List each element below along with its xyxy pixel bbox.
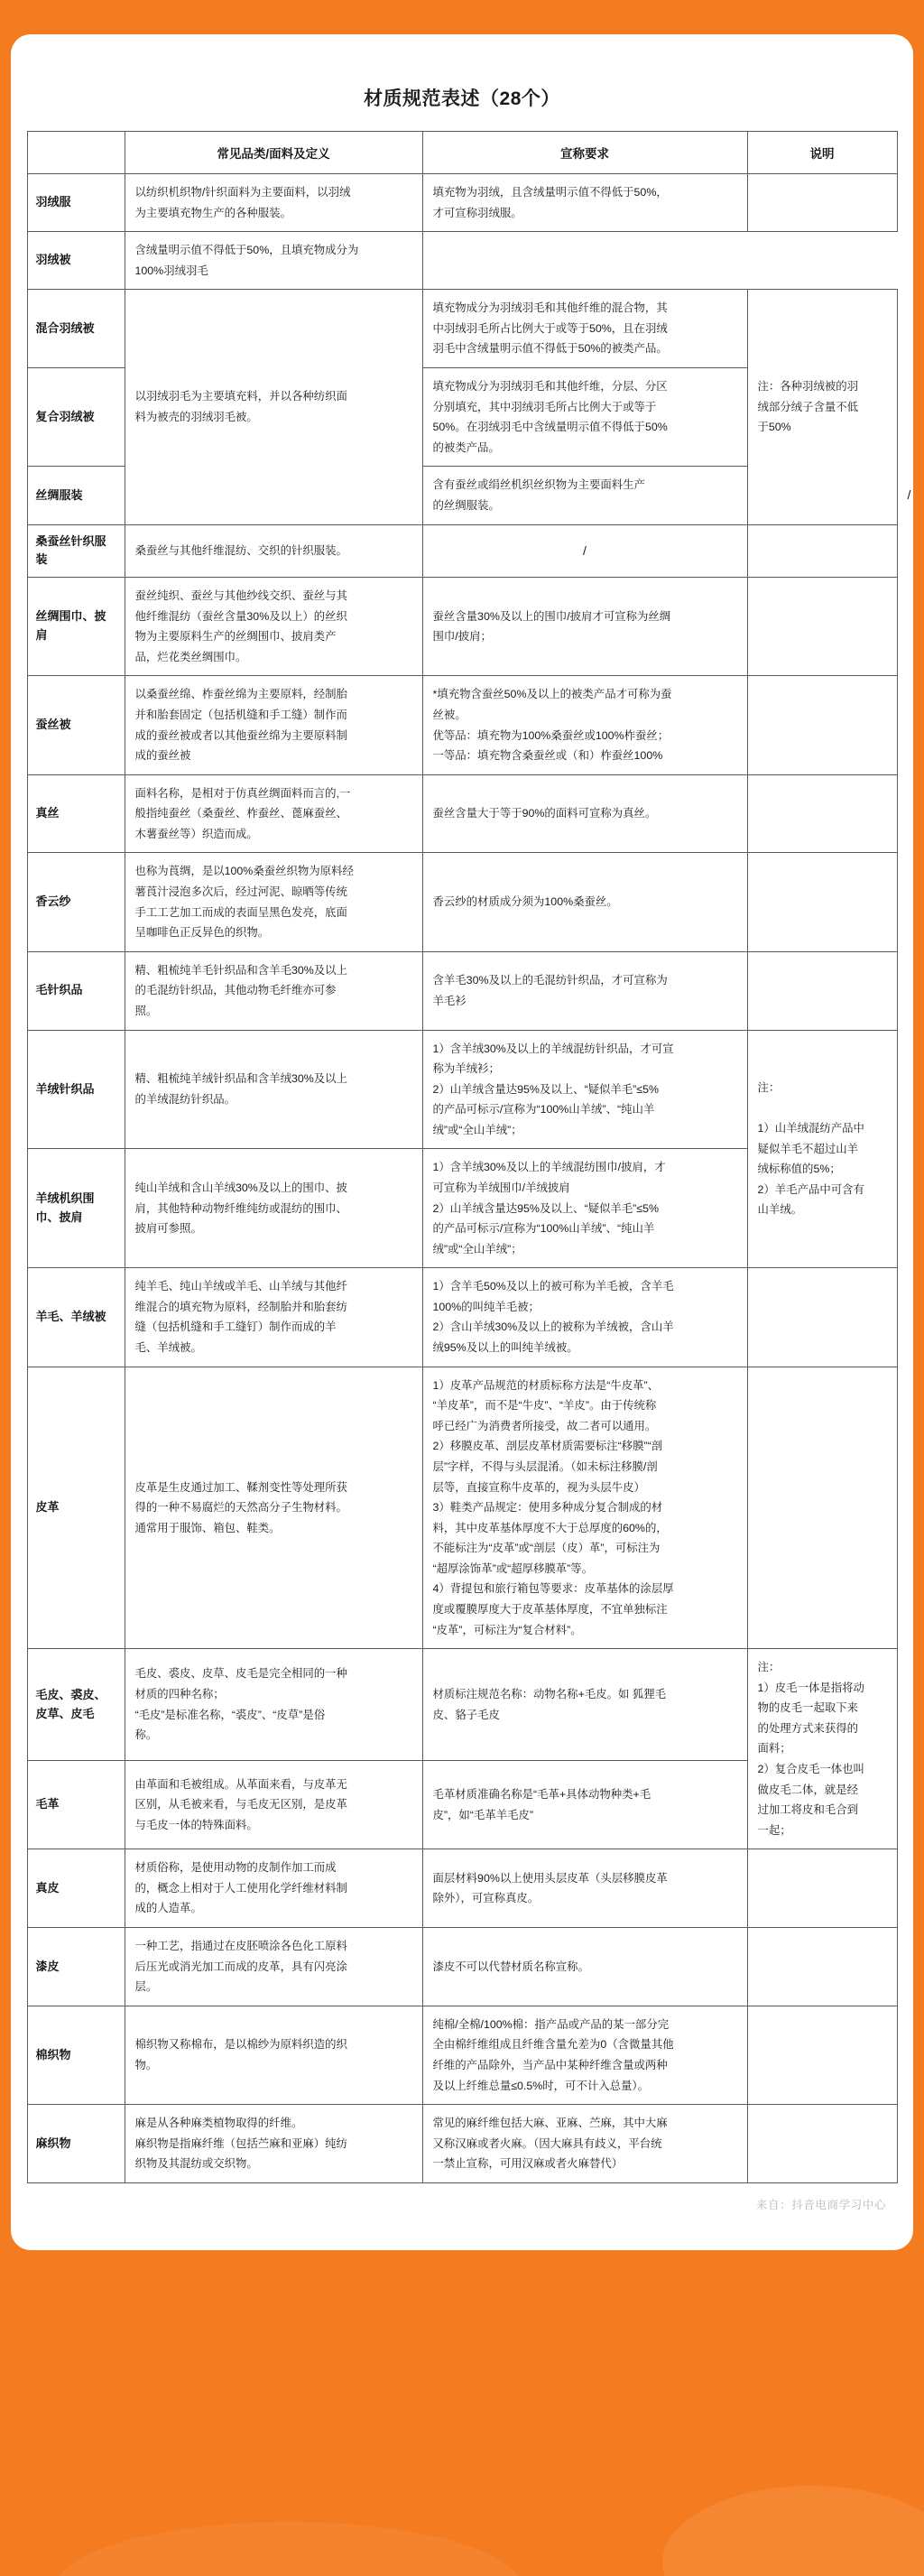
text-line: 2）含山羊绒30%及以上的被称为羊绒被，含山羊 (432, 1320, 674, 1334)
text-line: 麻织物是指麻纤维（包括苎麻和亚麻）纯纺 (134, 2136, 347, 2150)
text-line: 丝被。 (432, 709, 467, 721)
cell-category (27, 1030, 125, 1149)
text-line: 成的蚕丝被或者以其他蚕丝绵为主要原料制 (134, 728, 347, 742)
text-line: 桑蚕丝针织服装 (35, 533, 106, 567)
text-line: 绒部分绒子含量不低 (757, 400, 859, 413)
table-row: 丝绸服装 含有蚕丝或绢丝机织丝织物为主要面料生产 的丝绸服装。 / (27, 467, 897, 524)
text-line: 料，其中皮革基体厚度不大于总厚度的60%的， (432, 1521, 668, 1534)
text-line: 皮革 (35, 1499, 60, 1514)
cell-note (747, 1367, 897, 1649)
text-line: 精、粗梳纯羊毛针织品和含羊毛30%及以上 (134, 963, 347, 977)
cell-definition (125, 1367, 422, 1649)
text-line: 羽毛中含绒量明示值不得低于50%的被类产品。 (432, 342, 668, 356)
text-line: 一种工艺，指通过在皮胚喷涂各色化工原料 (134, 1940, 347, 1953)
cell-definition (125, 1928, 422, 2006)
text-line: 称。 (134, 1728, 158, 1742)
text-line: 皮、貉子毛皮 (432, 1708, 500, 1721)
text-line: 蚕丝纯织、蚕丝与其他纱线交织、蚕丝与其 (134, 589, 347, 603)
text-line: 真皮 (35, 1880, 60, 1895)
cell-definition (125, 951, 422, 1030)
cell-note (747, 853, 897, 951)
column-header-note: 说明 (747, 132, 897, 174)
table-row (27, 2105, 897, 2183)
table-row (27, 774, 897, 853)
cell-requirement (125, 232, 422, 290)
table-body (27, 174, 911, 2183)
text-line: 羽绒被 (35, 253, 71, 267)
cell-requirement (422, 951, 747, 1030)
text-line: 2）复合皮毛一体也叫 (757, 1763, 864, 1776)
text-line: 桑蚕丝与其他纤维混纺、交织的针织服装。 (134, 544, 347, 558)
text-line: 以桑蚕丝绵、柞蚕丝绵为主要原料，经制胎 (134, 688, 347, 701)
cell-category (27, 951, 125, 1030)
text-line: 蚕丝含量大于等于90%的面料可宣称为真丝。 (432, 807, 657, 820)
text-line: 常见的麻纤维包括大麻、亚麻、苎麻，其中大麻 (432, 2117, 668, 2130)
text-line: 成的人造革。 (134, 1902, 202, 1915)
cell-requirement (422, 774, 747, 853)
table-row (27, 524, 897, 578)
text-line: 注： (757, 1661, 781, 1674)
text-line: 呈咖啡色正反异色的织物。 (134, 926, 270, 940)
cell-requirement (422, 290, 747, 368)
text-line: 才可宣称羽绒服。 (432, 206, 522, 219)
table-row (27, 1928, 897, 2006)
text-line: 含有蚕丝或绢丝机织丝织物为主要面料生产 (432, 478, 645, 492)
cell-requirement (422, 1268, 747, 1367)
text-line: 4）背提包和旅行箱包等要求：皮革基体的涂层厚 (432, 1582, 674, 1596)
cell-category (27, 368, 125, 467)
text-line: 香云纱的材质成分须为100%桑蚕丝。 (432, 895, 618, 909)
text-line: 绒标称值的5%； (757, 1163, 841, 1176)
text-line: 做皮毛二体，就是经 (757, 1783, 859, 1796)
cell-definition (125, 853, 422, 951)
text-line: 1）含羊绒30%及以上的羊绒混纺针织品，才可宣 (432, 1042, 674, 1055)
text-line: 皮”，如“毛革羊毛皮” (432, 1808, 534, 1821)
cell-definition (125, 2105, 422, 2183)
text-line: 维混合的填充物为原料，经制胎并和胎套纺 (134, 1300, 347, 1313)
source-credit: 来自：抖音电商学习中心 (755, 2198, 886, 2211)
text-line: 品，烂花类丝绸围巾。 (134, 650, 247, 663)
text-line: 羊毛、羊绒被 (35, 1310, 106, 1324)
text-line: 又称汉麻或者火麻。（因大麻具有歧义，平台统 (432, 2136, 662, 2150)
text-line: 麻织物 (35, 2136, 71, 2150)
text-line: 一起； (757, 1823, 791, 1837)
text-line: 并和胎套固定（包括机缝和手工缝）制作而 (134, 709, 347, 721)
text-line: 不能标注为“皮革”或“剖层（皮）革”，可标注为 (432, 1542, 661, 1555)
text-line: 丝绸围巾、披肩 (35, 609, 106, 643)
cell-category (27, 1268, 125, 1367)
text-line: 称为羊绒衫； (432, 1062, 500, 1076)
text-line: 丝绸服装 (35, 487, 83, 502)
text-line: 毛革 (35, 1797, 60, 1812)
cell-category (27, 1849, 125, 1928)
cell-category (27, 1928, 125, 2006)
text-line: 1）皮革产品规范的材质标称方法是“牛皮革”、 (432, 1378, 660, 1392)
cell-category (27, 524, 125, 578)
text-line: 披肩可参照。 (134, 1222, 202, 1236)
cell-definition (125, 774, 422, 853)
text-line: 毛、羊绒被。 (134, 1341, 202, 1355)
text-line: 填充物为羽绒，且含绒量明示值不得低于50%， (432, 186, 668, 199)
cell-requirement (422, 2006, 747, 2104)
text-line: 材质标注规范名称：动物名称+毛皮。如 狐狸毛 (432, 1687, 666, 1700)
cell-category (27, 1761, 125, 1849)
cell-note (747, 1849, 897, 1928)
text-line: 一等品：填充物含桑蚕丝或（和）柞蚕丝100% (432, 749, 663, 763)
text-line: 薯莨汁浸泡多次后，经过河泥、晾晒等传统 (134, 885, 347, 899)
text-line: 混合羽绒被 (35, 320, 95, 335)
cell-requirement (422, 1761, 747, 1849)
text-line: 毛针织品 (35, 983, 83, 997)
text-line: 香云纱 (35, 894, 71, 909)
text-line: 分别填充，其中羽绒羽毛所占比例大于或等于 (432, 400, 657, 413)
text-line: 过加工将皮和毛合到 (757, 1803, 859, 1817)
text-line: 层等，直接宣称牛皮革的，视为头层牛皮） (432, 1480, 645, 1494)
text-line: 绒”或“全山羊绒”； (432, 1123, 522, 1136)
text-line: 材质的四种名称； (134, 1687, 225, 1700)
text-line: 棉织物又称棉布，是以棉纱为原料织造的织 (134, 2038, 347, 2052)
text-line: 于50% (757, 421, 791, 434)
cell-category (27, 774, 125, 853)
cell-category (27, 1649, 125, 1761)
table-header-row (27, 132, 897, 174)
text-line: 100%羽绒羽毛 (134, 264, 208, 277)
text-line: 棉织物 (35, 2047, 71, 2062)
column-header-requirement: 宣称要求 (422, 132, 747, 174)
text-line: 羽绒服 (35, 195, 71, 209)
cell-requirement (422, 368, 747, 467)
text-line: 2）羊毛产品中可含有 (757, 1182, 864, 1196)
cell-definition (125, 290, 422, 524)
text-line: 100%的叫纯羊毛被； (432, 1300, 540, 1313)
text-line: 纯棉/全棉/100%棉：指产品或产品的某一部分完 (432, 2017, 670, 2031)
text-line: 为主要填充物生产的各种服装。 (134, 206, 291, 219)
table-row (27, 2006, 897, 2104)
text-line: 3）鞋类产品规定：使用多种成分复合制成的材 (432, 1501, 663, 1515)
cell-note (747, 174, 897, 232)
text-line: 也称为莨绸，是以100%桑蚕丝织物为原料经 (134, 865, 354, 878)
cell-requirement (422, 2105, 747, 2183)
text-line: 2）山羊绒含量达95%及以上、“疑似羊毛”≤5% (432, 1201, 660, 1215)
cell-category (27, 1149, 125, 1268)
text-line: 毛皮、裘皮、皮草、皮毛 (35, 1687, 106, 1720)
table-row (27, 1268, 897, 1367)
table-row (27, 676, 897, 774)
text-line: 填充物成分为羽绒羽毛和其他纤维的混合物，其 (432, 301, 668, 315)
text-line: 填充物成分为羽绒羽毛和其他纤维，分层、分区 (432, 380, 668, 394)
text-line: 的，概念上相对于人工使用化学纤维材料制 (134, 1881, 347, 1895)
text-line: 后压光或消光加工而成的皮革，具有闪亮涂 (134, 1960, 347, 1973)
cell-requirement (422, 1649, 747, 1761)
text-line: 物的皮毛一起取下来 (757, 1701, 859, 1715)
text-line: 的处理方式来获得的 (757, 1721, 859, 1735)
cell-note (747, 1649, 897, 1849)
cell-note (747, 951, 897, 1030)
text-line: 物为主要原料生产的丝绸围巾、披肩类产 (134, 630, 337, 644)
text-line: 材质俗称，是使用动物的皮制作加工而成 (134, 1861, 337, 1875)
cell-note (747, 524, 897, 578)
text-line: 毛皮、裘皮、皮草、皮毛是完全相同的一种 (134, 1667, 347, 1681)
cell-category (27, 2105, 125, 2183)
text-line: 蚕丝被 (35, 718, 71, 732)
cell-requirement (422, 578, 747, 676)
text-line: 及以上纤维总量≤0.5%时，可不计入总量）。 (432, 2079, 649, 2092)
text-line: 由革面和毛被组成。从革面来看，与皮革无 (134, 1777, 347, 1791)
cell-definition (125, 524, 422, 578)
table-row (27, 1649, 897, 1761)
text-line: 注： (757, 1080, 781, 1094)
text-line: 以纺织机织物/针织面料为主要面料，以羽绒 (134, 186, 351, 199)
text-line: / (583, 542, 587, 558)
text-line: “毛皮”是标准名称，“裘皮”、“皮草”是俗 (134, 1708, 326, 1721)
column-header-definition: 常见品类/面料及定义 (125, 132, 422, 174)
cell-definition (422, 467, 747, 524)
text-line (758, 1098, 887, 1118)
text-line: 含羊毛30%及以上的毛混纺针织品，才可宣称为 (432, 974, 668, 987)
material-spec-table (27, 131, 911, 2183)
text-line: 般指纯蚕丝（桑蚕丝、柞蚕丝、蓖麻蚕丝、 (134, 807, 347, 820)
cell-category (27, 578, 125, 676)
text-line: “皮革”，可标注为“复合材料”。 (432, 1623, 582, 1636)
text-line: 一禁止宣称，可用汉麻或者火麻替代） (432, 2157, 624, 2171)
cell-requirement (422, 174, 747, 232)
text-line: 精、粗梳纯羊绒针织品和含羊绒30%及以上 (134, 1072, 347, 1086)
text-line: 层”字样，不得与头层混淆。（如未标注移膜/剖 (432, 1459, 658, 1473)
text-line: 1）山羊绒混纺产品中 (757, 1122, 864, 1135)
text-line: 漆皮 (35, 1959, 60, 1973)
text-line: 的毛混纺针织品，其他动物毛纤维亦可参 (134, 984, 337, 997)
cell-note (747, 676, 897, 774)
cell-requirement (422, 1928, 747, 2006)
cell-note (747, 2006, 897, 2104)
table-row (27, 174, 897, 232)
text-line: 区别，从毛被来看，与毛皮无区别，是皮革 (134, 1798, 347, 1812)
cell-requirement (422, 1367, 747, 1649)
text-line: 面料； (757, 1742, 791, 1756)
text-line: 他纤维混纺（蚕丝含量30%及以上）的丝织 (134, 609, 347, 623)
cell-note (747, 774, 897, 853)
cell-definition (125, 174, 422, 232)
text-line: 照。 (134, 1004, 158, 1017)
text-line: 羊绒机织围巾、披肩 (35, 1191, 95, 1224)
text-line: 羊毛衫 (432, 994, 467, 1007)
text-line: 麻是从各种麻类植物取得的纤维。 (134, 2117, 303, 2130)
text-line: 手工工艺加工而成的表面呈黑色发亮，底面 (134, 905, 347, 919)
cell-category (27, 232, 125, 290)
text-line: 面料名称，是相对于仿真丝绸面料而言的,一 (134, 786, 351, 800)
cell-note (747, 1928, 897, 2006)
text-line: 毛革材质准确名称是“毛革+具体动物种类+毛 (432, 1788, 651, 1802)
text-line: 纯山羊绒和含山羊绒30%及以上的围巾、披 (134, 1181, 347, 1194)
text-line: 1）皮毛一体是指将动 (757, 1681, 864, 1694)
text-line: 的羊绒混纺针织品。 (134, 1092, 236, 1106)
cell-definition (125, 1030, 422, 1149)
decorative-blob-left (54, 2522, 523, 2576)
table-header (27, 132, 897, 174)
text-line: 疑似羊毛不超过山羊 (757, 1142, 859, 1155)
text-line: 与毛皮一体的特殊面料。 (134, 1818, 258, 1831)
cell-definition (125, 1849, 422, 1928)
cell-definition (125, 1268, 422, 1367)
decorative-blob-right (662, 2486, 924, 2576)
text-line: 的产品可标示/宣称为“100%山羊绒”、“纯山羊 (432, 1222, 655, 1236)
text-line: 的丝绸服装。 (432, 498, 500, 512)
page-title: 材质规范表述（28个） (364, 88, 560, 109)
cell-note (747, 290, 897, 524)
text-line: 真丝 (35, 806, 60, 820)
cell-requirement (422, 1030, 747, 1149)
text-line: 肩，其他特种动物纤维纯纺或混纺的围巾、 (134, 1201, 347, 1215)
table-row (27, 1849, 897, 1928)
text-line: 的产品可标示/宣称为“100%山羊绒”、“纯山羊 (432, 1103, 655, 1117)
cell-definition (125, 1149, 422, 1268)
text-line: 层。 (134, 1980, 158, 1994)
text-line: 蚕丝含量30%及以上的围巾/披肩才可宣称为丝绸 (432, 609, 671, 623)
text-line: 复合羽绒被 (35, 409, 95, 423)
cell-category (27, 467, 125, 524)
text-line: “超厚涂饰革”或“超厚移膜革”等。 (432, 1561, 594, 1575)
text-line: 度或覆膜厚度大于皮革基体厚度，不宜单独标注 (432, 1602, 668, 1616)
text-line: 的被类产品。 (432, 440, 500, 454)
text-line: 纤维的产品除外，当产品中某种纤维含量或两种 (432, 2058, 668, 2071)
text-line: 中羽绒羽毛所占比例大于或等于50%，且在羽绒 (432, 321, 668, 335)
cell-requirement (422, 1849, 747, 1928)
text-line: 50%。在羽绒羽毛中含绒量明示值不得低于50% (432, 421, 668, 434)
cell-category (27, 676, 125, 774)
cell-category (27, 853, 125, 951)
table-row (27, 951, 897, 1030)
content-card (11, 34, 913, 2250)
cell-definition (125, 2006, 422, 2104)
table-row (27, 1367, 897, 1649)
cell-note (747, 578, 897, 676)
text-line: 2）移膜皮革、剖层皮革材质需要标注“移膜”“剖 (432, 1440, 663, 1453)
text-line: 木薯蚕丝等）织造而成。 (134, 827, 258, 840)
text-line: 除外），可宣称真皮。 (432, 1892, 540, 1905)
text-line: 山羊绒。 (757, 1203, 803, 1217)
text-line: 纯羊毛、纯山羊绒或羊毛、山羊绒与其他纤 (134, 1280, 347, 1293)
text-line: 以羽绒羽毛为主要填充料，并以各种纺织面 (134, 390, 347, 403)
text-line: “羊皮革”，而不是“牛皮”、“羊皮”。由于传统称 (432, 1399, 657, 1413)
text-line: 漆皮不可以代替材质名称宣称。 (432, 1960, 589, 1973)
text-line: 含绒量明示值不得低于50%，且填充物成分为 (134, 244, 359, 257)
text-line: 可宣称为羊绒围巾/羊绒披肩 (432, 1181, 570, 1194)
table-row (27, 290, 897, 368)
text-line: 优等品：填充物为100%桑蚕丝或100%柞蚕丝； (432, 728, 670, 742)
text-line: 全由棉纤维组成且纤维含量允差为0（含微量其他 (432, 2038, 674, 2052)
text-line: 呼已经广为消费者所接受，故二者可以通用。 (432, 1419, 657, 1432)
cell-category (27, 2006, 125, 2104)
text-line: 注：各种羽绒被的羽 (757, 380, 859, 394)
table-row (27, 232, 897, 290)
cell-requirement (422, 1149, 747, 1268)
text-line: 得的一种不易腐烂的天然高分子生物材料。 (134, 1501, 347, 1515)
cell-note (747, 1268, 897, 1367)
text-line: 物。 (134, 2058, 158, 2071)
text-line: 皮革是生皮通过加工、鞣剂变性等处理所获 (134, 1480, 347, 1494)
text-line: 织物及其混纺或交织物。 (134, 2157, 258, 2171)
text-line: 2）山羊绒含量达95%及以上、“疑似羊毛”≤5% (432, 1082, 660, 1096)
table-row (27, 853, 897, 951)
cell-requirement (422, 853, 747, 951)
table-row (27, 578, 897, 676)
cell-note (747, 2105, 897, 2183)
table-row (27, 1030, 897, 1149)
cell-definition (125, 1761, 422, 1849)
cell-definition (125, 676, 422, 774)
cell-category (27, 1367, 125, 1649)
text-line: *填充物含蚕丝50%及以上的被类产品才可称为蚕 (432, 688, 672, 701)
text-line: 通常用于服饰、箱包、鞋类。 (134, 1521, 281, 1534)
cell-note (747, 1030, 897, 1268)
text-line: 缝（包括机缝和手工缝钉）制作而成的羊 (134, 1320, 337, 1334)
text-line: 面层材料90%以上使用头层皮革（头层移膜皮革 (432, 1871, 668, 1885)
text-line: 料为被壳的羽绒羽毛被。 (134, 410, 258, 423)
text-line: 绒95%及以上的叫纯羊绒被。 (432, 1341, 578, 1355)
cell-category (27, 174, 125, 232)
cell-definition (125, 1649, 422, 1761)
column-header-category (27, 132, 125, 174)
text-line: 成的蚕丝被 (134, 749, 191, 763)
cell-requirement (422, 524, 747, 578)
text-line: 绒”或“全山羊绒”； (432, 1242, 522, 1256)
text-line: 1）含羊毛50%及以上的被可称为羊毛被，含羊毛 (432, 1280, 674, 1293)
cell-category (27, 290, 125, 368)
cell-requirement (422, 676, 747, 774)
text-line: 1）含羊绒30%及以上的羊绒混纺围巾/披肩，才 (432, 1161, 666, 1174)
text-line: 围巾/披肩； (432, 630, 492, 644)
cell-definition (125, 578, 422, 676)
text-line: 羊绒针织品 (35, 1081, 95, 1096)
